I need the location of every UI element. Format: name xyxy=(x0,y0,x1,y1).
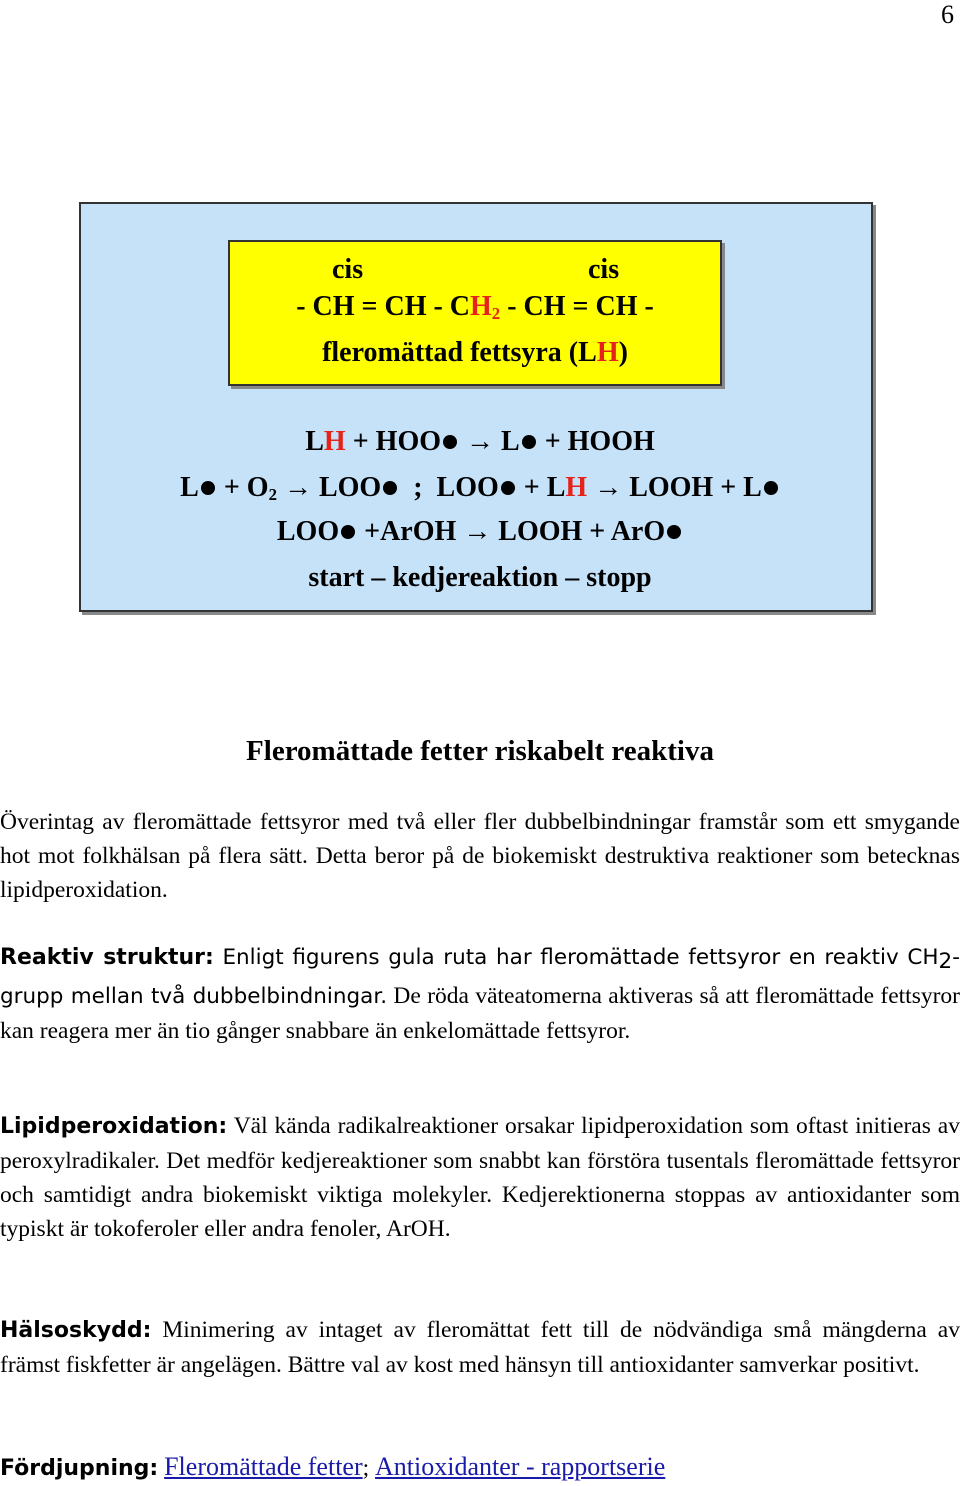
further-reading xyxy=(0,1450,960,1486)
radical-dot-icon xyxy=(764,481,778,495)
paragraph-label: Lipidperoxidation: xyxy=(0,1114,228,1139)
paragraph-text: -grupp mellan två dubbelbindningar. xyxy=(0,945,960,1009)
eq-part: ; LOO xyxy=(399,472,499,503)
eq-part: + HOOH xyxy=(537,426,655,457)
radical-dot-icon xyxy=(383,481,397,495)
cis-label-right: cis xyxy=(588,254,620,285)
chain-part: - CH = CH - xyxy=(500,291,654,322)
eq-part: → L xyxy=(459,426,520,457)
paragraph-label: Fördjupning: xyxy=(0,1456,159,1481)
reactive-hydrogen: H xyxy=(323,426,346,457)
eq-part: + L xyxy=(516,472,566,503)
cis-labels xyxy=(230,254,720,288)
eq-part: L xyxy=(180,472,199,503)
reactive-hydrogen: H xyxy=(470,291,492,322)
paragraph-text: Minimering av intaget av fleromättat fett till de nödvändiga små mängderna av främst fiskfetter är angelägen. Bättre val av kost med hänsyn till antioxidanter samverkar positivt. xyxy=(0,1317,960,1378)
intro-paragraph: Överintag av fleromättade fettsyror med två eller fler dubbelbindningar framstår som ett smygande hot mot folkhälsan på flera sätt. Detta beror på de biokemiskt destruktiva reaktioner som betecknas lipidperoxidation. xyxy=(0,809,960,903)
fatty-label-part: fleromättad fettsyra (L xyxy=(322,337,597,368)
paragraph-text: Väl kända radikalreaktioner orsakar lipidperoxidation som oftast initieras av peroxylradikaler. Det medför kedjereaktioner som snabbt kan förstöra tusentals fleromättade fettsyror och samtidigt andra biokemiskt viktiga molekyler. Kedjerektionerna stoppas av antioxidanter som typiskt är tokoferoler eller andra fenoler, ArOH. xyxy=(0,1113,960,1242)
eq-part: + HOO xyxy=(345,426,441,457)
section-heading: Fleromättade fetter riskabelt reaktiva xyxy=(246,735,714,767)
fatty-acid-structure-box xyxy=(228,240,722,386)
paragraph-subscript: 2 xyxy=(938,949,953,974)
carbon-chain xyxy=(230,290,720,331)
radical-dot-icon xyxy=(522,435,536,449)
paragraph-label: Reaktiv struktur: xyxy=(0,945,214,970)
radical-dot-icon xyxy=(341,525,355,539)
link-separator: ; xyxy=(362,1455,370,1481)
reaction-propagation xyxy=(0,470,960,513)
radical-dot-icon xyxy=(501,481,515,495)
eq-part: + O xyxy=(216,472,269,503)
chain-part: - CH = CH - C xyxy=(296,291,471,322)
link-polyunsaturated-fats[interactable]: Fleromättade fetter xyxy=(164,1452,363,1481)
eq-part: +ArOH → LOOH + ArO xyxy=(357,516,666,547)
fatty-acid-label xyxy=(230,336,720,370)
page-number: 6 xyxy=(941,0,954,29)
paragraph-text: Enligt figurens gula ruta har fleromättade fettsyror en reaktiv CH xyxy=(213,945,939,970)
eq-part: → LOOH + L xyxy=(587,472,762,503)
eq-part: L xyxy=(305,426,324,457)
radical-dot-icon xyxy=(443,435,457,449)
health-protection-paragraph xyxy=(0,1313,960,1382)
reactive-structure-paragraph xyxy=(0,940,960,1048)
radical-dot-icon xyxy=(201,481,215,495)
eq-subscript: 2 xyxy=(268,485,277,504)
lipid-peroxidation-paragraph xyxy=(0,1109,960,1246)
reaction-initiation xyxy=(0,424,960,460)
paragraph-label: Hälsoskydd: xyxy=(0,1318,152,1343)
reaction-phases: start – kedjereaktion – stopp xyxy=(308,562,652,593)
fatty-label-part: ) xyxy=(618,337,628,368)
chain-subscript: 2 xyxy=(491,304,501,323)
reactive-hydrogen: H xyxy=(596,337,619,368)
eq-part: LOO xyxy=(276,516,340,547)
reaction-termination xyxy=(0,514,960,550)
cis-label-left: cis xyxy=(332,254,364,285)
reactive-hydrogen: H xyxy=(565,472,588,503)
eq-part: → LOO xyxy=(276,472,382,503)
link-antioxidants-report-series[interactable]: Antioxidanter - rapportserie xyxy=(375,1452,666,1481)
radical-dot-icon xyxy=(667,525,681,539)
paragraph-text: De röda väteatomerna aktiveras så att fleromättade fettsyror kan reagera mer än tio gånger snabbare än enkelomättade fettsyror. xyxy=(0,983,960,1044)
